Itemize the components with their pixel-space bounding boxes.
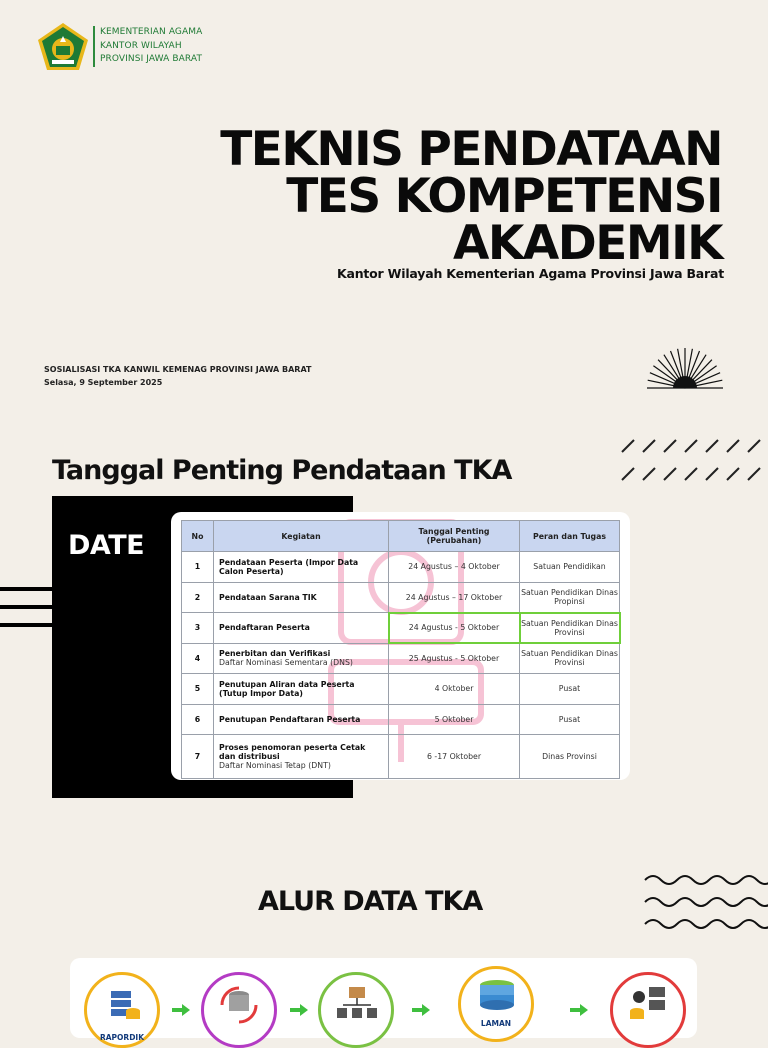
title-line-2: TES KOMPETENSI bbox=[286, 169, 722, 224]
divider-line bbox=[0, 605, 200, 609]
slash-pattern-decoration bbox=[618, 430, 768, 482]
flow-node-laman bbox=[458, 966, 534, 1042]
schedule-table bbox=[181, 520, 620, 779]
cell-kegiatan bbox=[214, 552, 389, 583]
kegiatan-title: Proses penomoran peserta Cetak dan distribusi bbox=[219, 743, 366, 761]
cell-no: 2 bbox=[182, 582, 214, 613]
cell-no: 5 bbox=[182, 674, 214, 705]
org-line-1: KEMENTERIAN AGAMA bbox=[100, 27, 203, 37]
cell-tanggal: 24 Agustus - 5 Oktober bbox=[389, 613, 520, 644]
cell-no: 3 bbox=[182, 613, 214, 644]
table-header-row bbox=[182, 521, 620, 552]
arrow-right-icon bbox=[570, 1004, 588, 1016]
cell-tanggal: 25 Agustus - 5 Oktober bbox=[389, 643, 520, 674]
database-cylinder-icon bbox=[461, 969, 531, 1039]
page-subtitle: Kantor Wilayah Kementerian Agama Provinsi Jawa Barat bbox=[336, 266, 724, 281]
divider-line bbox=[0, 623, 200, 627]
title-line-3: AKADEMIK bbox=[453, 216, 722, 271]
cell-tanggal: 4 Oktober bbox=[389, 674, 520, 705]
org-line-2: KANTOR WILAYAH bbox=[100, 40, 182, 51]
title-line-1: TEKNIS PENDATAAN bbox=[220, 122, 722, 177]
cell-peran: Dinas Provinsi bbox=[520, 735, 620, 779]
event-name: SOSIALISASI TKA KANWIL KEMENAG PROVINSI JAWA BARAT bbox=[44, 365, 312, 374]
kegiatan-title: Pendataan Sarana TIK bbox=[219, 592, 317, 602]
cell-tanggal: 24 Agustus – 17 Oktober bbox=[389, 582, 520, 613]
kegiatan-title: Pendataan Peserta (Impor Data Calon Peserta) bbox=[219, 557, 359, 576]
cell-tanggal: 6 -17 Oktober bbox=[389, 735, 520, 779]
date-label: DATE bbox=[68, 530, 145, 561]
header-peran: Peran dan Tugas bbox=[520, 521, 620, 552]
schedule-table-card bbox=[171, 512, 630, 780]
header-kegiatan: Kegiatan bbox=[214, 521, 389, 552]
kegiatan-detail: Daftar Nominasi Tetap (DNT) bbox=[219, 761, 331, 770]
cell-no: 1 bbox=[182, 552, 214, 583]
page-title bbox=[220, 122, 722, 271]
table-row bbox=[182, 582, 620, 613]
org-line-3: PROVINSI JAWA BARAT bbox=[100, 54, 203, 64]
organization-name bbox=[93, 26, 202, 67]
event-info bbox=[44, 363, 312, 389]
node-label: RAPORDIK bbox=[99, 1033, 145, 1042]
event-date: Selasa, 9 September 2025 bbox=[44, 378, 163, 387]
arrow-right-icon bbox=[290, 1004, 308, 1016]
table-row bbox=[182, 735, 620, 779]
section-title-important-dates: Tanggal Penting Pendataan TKA bbox=[52, 455, 512, 486]
cell-kegiatan bbox=[214, 613, 389, 644]
cell-no: 7 bbox=[182, 735, 214, 779]
table-row bbox=[182, 613, 620, 644]
kegiatan-title: Penerbitan dan Verifikasi bbox=[219, 649, 331, 659]
hierarchy-icon bbox=[321, 975, 391, 1045]
section-title-data-flow: ALUR DATA TKA bbox=[258, 886, 483, 917]
cell-kegiatan bbox=[214, 674, 389, 705]
database-sync-icon bbox=[204, 975, 274, 1045]
cell-kegiatan bbox=[214, 735, 389, 779]
cell-kegiatan bbox=[214, 704, 389, 735]
flow-node-hierarchy bbox=[318, 972, 394, 1048]
kegiatan-detail: Daftar Nominasi Sementara (DNS) bbox=[219, 658, 353, 668]
cell-peran: Satuan Pendidikan Dinas Propinsi bbox=[520, 582, 620, 613]
header-no: No bbox=[182, 521, 214, 552]
kegiatan-title: Penutupan Aliran data Peserta (Tutup Impor Data) bbox=[219, 679, 355, 698]
cell-no: 4 bbox=[182, 643, 214, 674]
table-row bbox=[182, 704, 620, 735]
flow-node-rapordik bbox=[84, 972, 160, 1048]
kegiatan-title: Pendaftaran Peserta bbox=[219, 623, 310, 633]
kegiatan-title: Penutupan Pendaftaran Peserta bbox=[219, 714, 361, 724]
table-row bbox=[182, 552, 620, 583]
table-row bbox=[182, 643, 620, 674]
arrow-right-icon bbox=[172, 1004, 190, 1016]
cell-tanggal: 5 Oktober bbox=[389, 704, 520, 735]
cell-kegiatan bbox=[214, 643, 389, 674]
cell-peran: Pusat bbox=[520, 674, 620, 705]
sunburst-decoration bbox=[645, 346, 725, 390]
arrow-right-icon bbox=[412, 1004, 430, 1016]
cell-peran: Satuan Pendidikan Dinas Provinsi bbox=[520, 613, 620, 644]
flow-node-dashboard bbox=[610, 972, 686, 1048]
header-tanggal: Tanggal Penting (Perubahan) bbox=[389, 521, 520, 552]
cell-peran: Satuan Pendidikan bbox=[520, 552, 620, 583]
cell-peran: Pusat bbox=[520, 704, 620, 735]
dashboard-icon bbox=[613, 975, 683, 1045]
table-row bbox=[182, 674, 620, 705]
flow-node-sync bbox=[201, 972, 277, 1048]
cell-kegiatan bbox=[214, 582, 389, 613]
cell-no: 6 bbox=[182, 704, 214, 735]
kemenag-logo bbox=[36, 22, 90, 72]
wave-decoration bbox=[645, 872, 768, 938]
cell-peran: Satuan Pendidikan Dinas Provinsi bbox=[520, 643, 620, 674]
cell-tanggal: 24 Agustus – 4 Oktober bbox=[389, 552, 520, 583]
node-label: LAMAN bbox=[480, 1019, 512, 1028]
divider-line bbox=[0, 587, 200, 591]
